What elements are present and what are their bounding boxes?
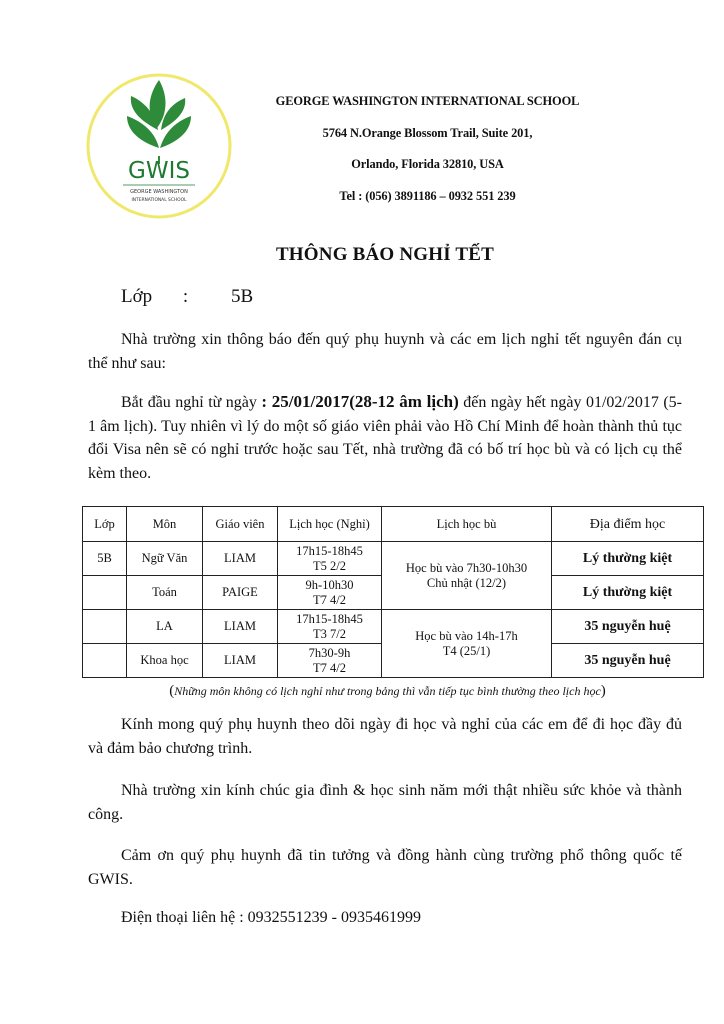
table-note (0, 683, 724, 700)
cell-off-time: 9h-10h30 (305, 577, 354, 592)
table-row (83, 610, 704, 644)
cell-off-time: 17h15-18h45 (296, 611, 363, 626)
wish-paragraph: Nhà trường xin kính chúc gia đình & học sinh năm mới thật nhiều sức khỏe và thành công. (88, 782, 682, 823)
cell-subject: Khoa học (127, 644, 203, 678)
class-label: Lớp (121, 286, 153, 307)
cell-off (278, 576, 382, 610)
school-phone: Tel : (056) 3891186 – 0932 551 239 (339, 188, 516, 203)
header-location: Địa điểm học (552, 507, 704, 542)
cell-location: Lý thường kiệt (552, 576, 704, 610)
cell-location: 35 nguyễn huệ (552, 610, 704, 644)
cell-off (278, 542, 382, 576)
table-header-row (83, 507, 704, 542)
period-paragraph (88, 390, 682, 485)
cell-location: Lý thường kiệt (552, 542, 704, 576)
cell-makeup-line2: T4 (25/1) (442, 643, 491, 658)
header-teacher: Giáo viên (203, 507, 278, 542)
cell-makeup-line1: Học bù vào 7h30-10h30 (405, 560, 528, 575)
cell-off-day: T3 7/2 (313, 626, 346, 641)
cell-class-empty (83, 610, 127, 644)
period-after: đến ngày hết ngày 01/02/2017 (5-1 âm lịch). Tuy nhiên vì lý do một số giáo viên phải vào Hồ Chí Minh để hoàn thành thủ tục đổi Visa nên sẽ có nghỉ trước hoặc sau Tết, nhà trường đã có bố trí học bù và có lịch cụ thể kèm theo. (88, 394, 683, 482)
logo-subtext-2: INTERNATIONAL SCHOOL (131, 198, 187, 203)
cell-makeup-line2: Chủ nhật (12/2) (426, 575, 507, 590)
logo-text: GWIS (128, 158, 190, 184)
cell-location: 35 nguyễn huệ (552, 644, 704, 678)
cell-class-empty (83, 644, 127, 678)
note-text: Những môn không có lịch nghỉ như trong bảng thì vẫn tiếp tục bình thường theo lịch học (174, 684, 601, 698)
cell-class: 5B (83, 542, 127, 576)
cell-class-empty (83, 576, 127, 610)
cell-subject: Toán (127, 576, 203, 610)
cell-makeup-line1: Học bù vào 14h-17h (415, 628, 518, 643)
cell-makeup (382, 542, 552, 610)
cell-teacher: PAIGE (203, 576, 278, 610)
cell-off-day: T5 2/2 (313, 558, 346, 573)
schedule-table (82, 506, 704, 678)
cell-teacher: LIAM (203, 610, 278, 644)
contact-paragraph: Điện thoại liên hệ : 0932551239 - 0935461999 (121, 909, 421, 926)
cell-off-time: 17h15-18h45 (296, 543, 363, 558)
intro-paragraph: Nhà trường xin thông báo đến quý phụ huynh và các em lịch nghỉ tết nguyên đán cụ thể như sau: (88, 331, 682, 372)
cell-off-day: T7 4/2 (313, 660, 346, 675)
school-address-2: Orlando, Florida 32810, USA (351, 157, 504, 171)
school-header (230, 86, 625, 212)
cell-off-time: 7h30-9h (308, 645, 351, 660)
logo-subtext-1: GEORGE WASHINGTON (130, 189, 188, 195)
cell-off (278, 644, 382, 678)
cell-teacher: LIAM (203, 542, 278, 576)
header-subject: Môn (127, 507, 203, 542)
class-line (121, 286, 253, 308)
thanks-paragraph: Cảm ơn quý phụ huynh đã tin tưởng và đồng hành cùng trường phổ thông quốc tế GWIS. (88, 847, 682, 888)
header-makeup: Lịch học bù (382, 507, 552, 542)
header-off-schedule: Lịch học (Nghỉ) (278, 507, 382, 542)
cell-off-day: T7 4/2 (313, 592, 346, 607)
gwis-logo (85, 72, 233, 220)
cell-off (278, 610, 382, 644)
school-address-1: 5764 N.Orange Blossom Trail, Suite 201, (322, 125, 533, 140)
table-row (83, 542, 704, 576)
follow-paragraph: Kính mong quý phụ huynh theo dõi ngày đi học và nghỉ của các em để đi học đầy đủ và đảm bảo chương trình. (88, 716, 682, 757)
class-value: 5B (230, 286, 254, 307)
header-class: Lớp (83, 507, 127, 542)
cell-makeup (382, 610, 552, 678)
note-open: ( (169, 683, 175, 699)
cell-subject: Ngữ Văn (127, 542, 203, 576)
class-colon: : (182, 286, 189, 307)
period-start: : 25/01/2017(28-12 âm lịch) (261, 392, 459, 411)
period-before: Bắt đầu nghỉ từ ngày (121, 394, 262, 411)
cell-subject: LA (127, 610, 203, 644)
document-title: THÔNG BÁO NGHỈ TẾT (275, 244, 495, 265)
cell-teacher: LIAM (203, 644, 278, 678)
school-name: GEORGE WASHINGTON INTERNATIONAL SCHOOL (275, 94, 580, 108)
note-close: ) (600, 683, 606, 699)
